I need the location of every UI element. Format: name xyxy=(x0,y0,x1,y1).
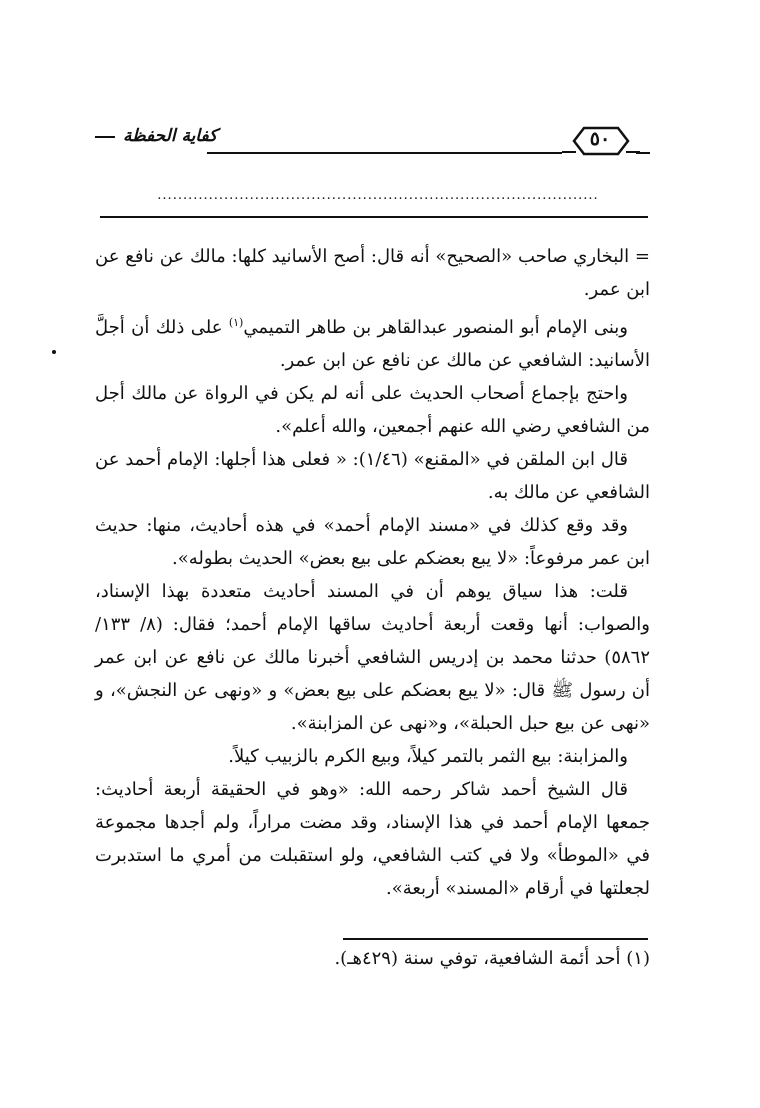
paragraph-2-end: على ذلك أن أجلَّ الأسانيد: الشافعي عن مالك عن نافع عن ابن عمر. xyxy=(95,317,650,371)
main-text xyxy=(95,240,650,905)
running-title xyxy=(95,126,217,146)
paragraph-6: قلت: هذا سياق يوهم أن في المسند أحاديث متعددة بهذا الإسناد، والصواب: أنها وقعت أربعة أحاديث ساقها الإمام أحمد؛ فقال: (٨/ ١٣٣/ ٥٨٦٢) حدثنا محمد بن إدريس الشافعي أخبرنا مالك عن نافع عن ابن عمر أن رسول ﷺ قال: «لا يبع بعضكم على بيع بعض» و «ونهى عن النجش»، و «نهى عن بيع حبل الحبلة»، و«نهى عن المزابنة». xyxy=(95,581,650,734)
header-rule xyxy=(207,152,562,154)
book-title: كفاية الحفظة xyxy=(123,126,218,146)
paragraph-2 xyxy=(95,306,650,377)
page-header xyxy=(95,118,650,158)
paragraph-8: قال الشيخ أحمد شاكر رحمه الله: «وهو في الحقيقة أربعة أحاديث: جمعها الإمام أحمد في هذا الإسناد، وقد مضت مراراً، ولم أجدها مجموعة في «الموطأ» ولا في كتب الشافعي، ولو استقبلت من أمري ما استدبرت لجعلتها في أرقام «المسند» أربعة». xyxy=(95,779,650,899)
footnote: (١) أحد أئمة الشافعية، توفي سنة (٤٢٩هـ). xyxy=(334,948,650,969)
dotted-separator: ...................................................................................... xyxy=(157,188,599,203)
margin-mark xyxy=(52,350,56,354)
footnote-rule xyxy=(343,938,648,940)
paragraph-7: والمزابنة: بيع الثمر بالتمر كيلاً، وبيع الكرم بالزبيب كيلاً. xyxy=(228,746,628,767)
paragraph-3: واحتج بإجماع أصحاب الحديث على أنه لم يكن في الرواة عن مالك أجل من الشافعي رضي الله عنهم أجمعين، والله أعلم». xyxy=(95,383,650,437)
paragraph-2-start: وبنى الإمام أبو المنصور عبدالقاهر بن طاهر التميمي xyxy=(243,317,628,338)
footnote-reference: (١) xyxy=(228,316,244,329)
paragraph-4: قال ابن الملقن في «المقنع» (١/٤٦): « فعلى هذا أجلها: الإمام أحمد عن الشافعي عن مالك به. xyxy=(95,449,650,503)
page-number-badge xyxy=(560,122,640,160)
title-dash xyxy=(95,136,115,138)
paragraph-5: وقد وقع كذلك في «مسند الإمام أحمد» في هذه أحاديث، منها: حديث ابن عمر مرفوعاً: «لا يبع بعضكم على بيع بعض» الحديث بطوله». xyxy=(95,515,650,569)
page-number: ٥٠ xyxy=(589,128,611,150)
separator-rule xyxy=(100,216,648,218)
paragraph-1: = البخاري صاحب «الصحيح» أنه قال: أصح الأسانيد كلها: مالك عن نافع عن ابن عمر. xyxy=(95,246,650,300)
